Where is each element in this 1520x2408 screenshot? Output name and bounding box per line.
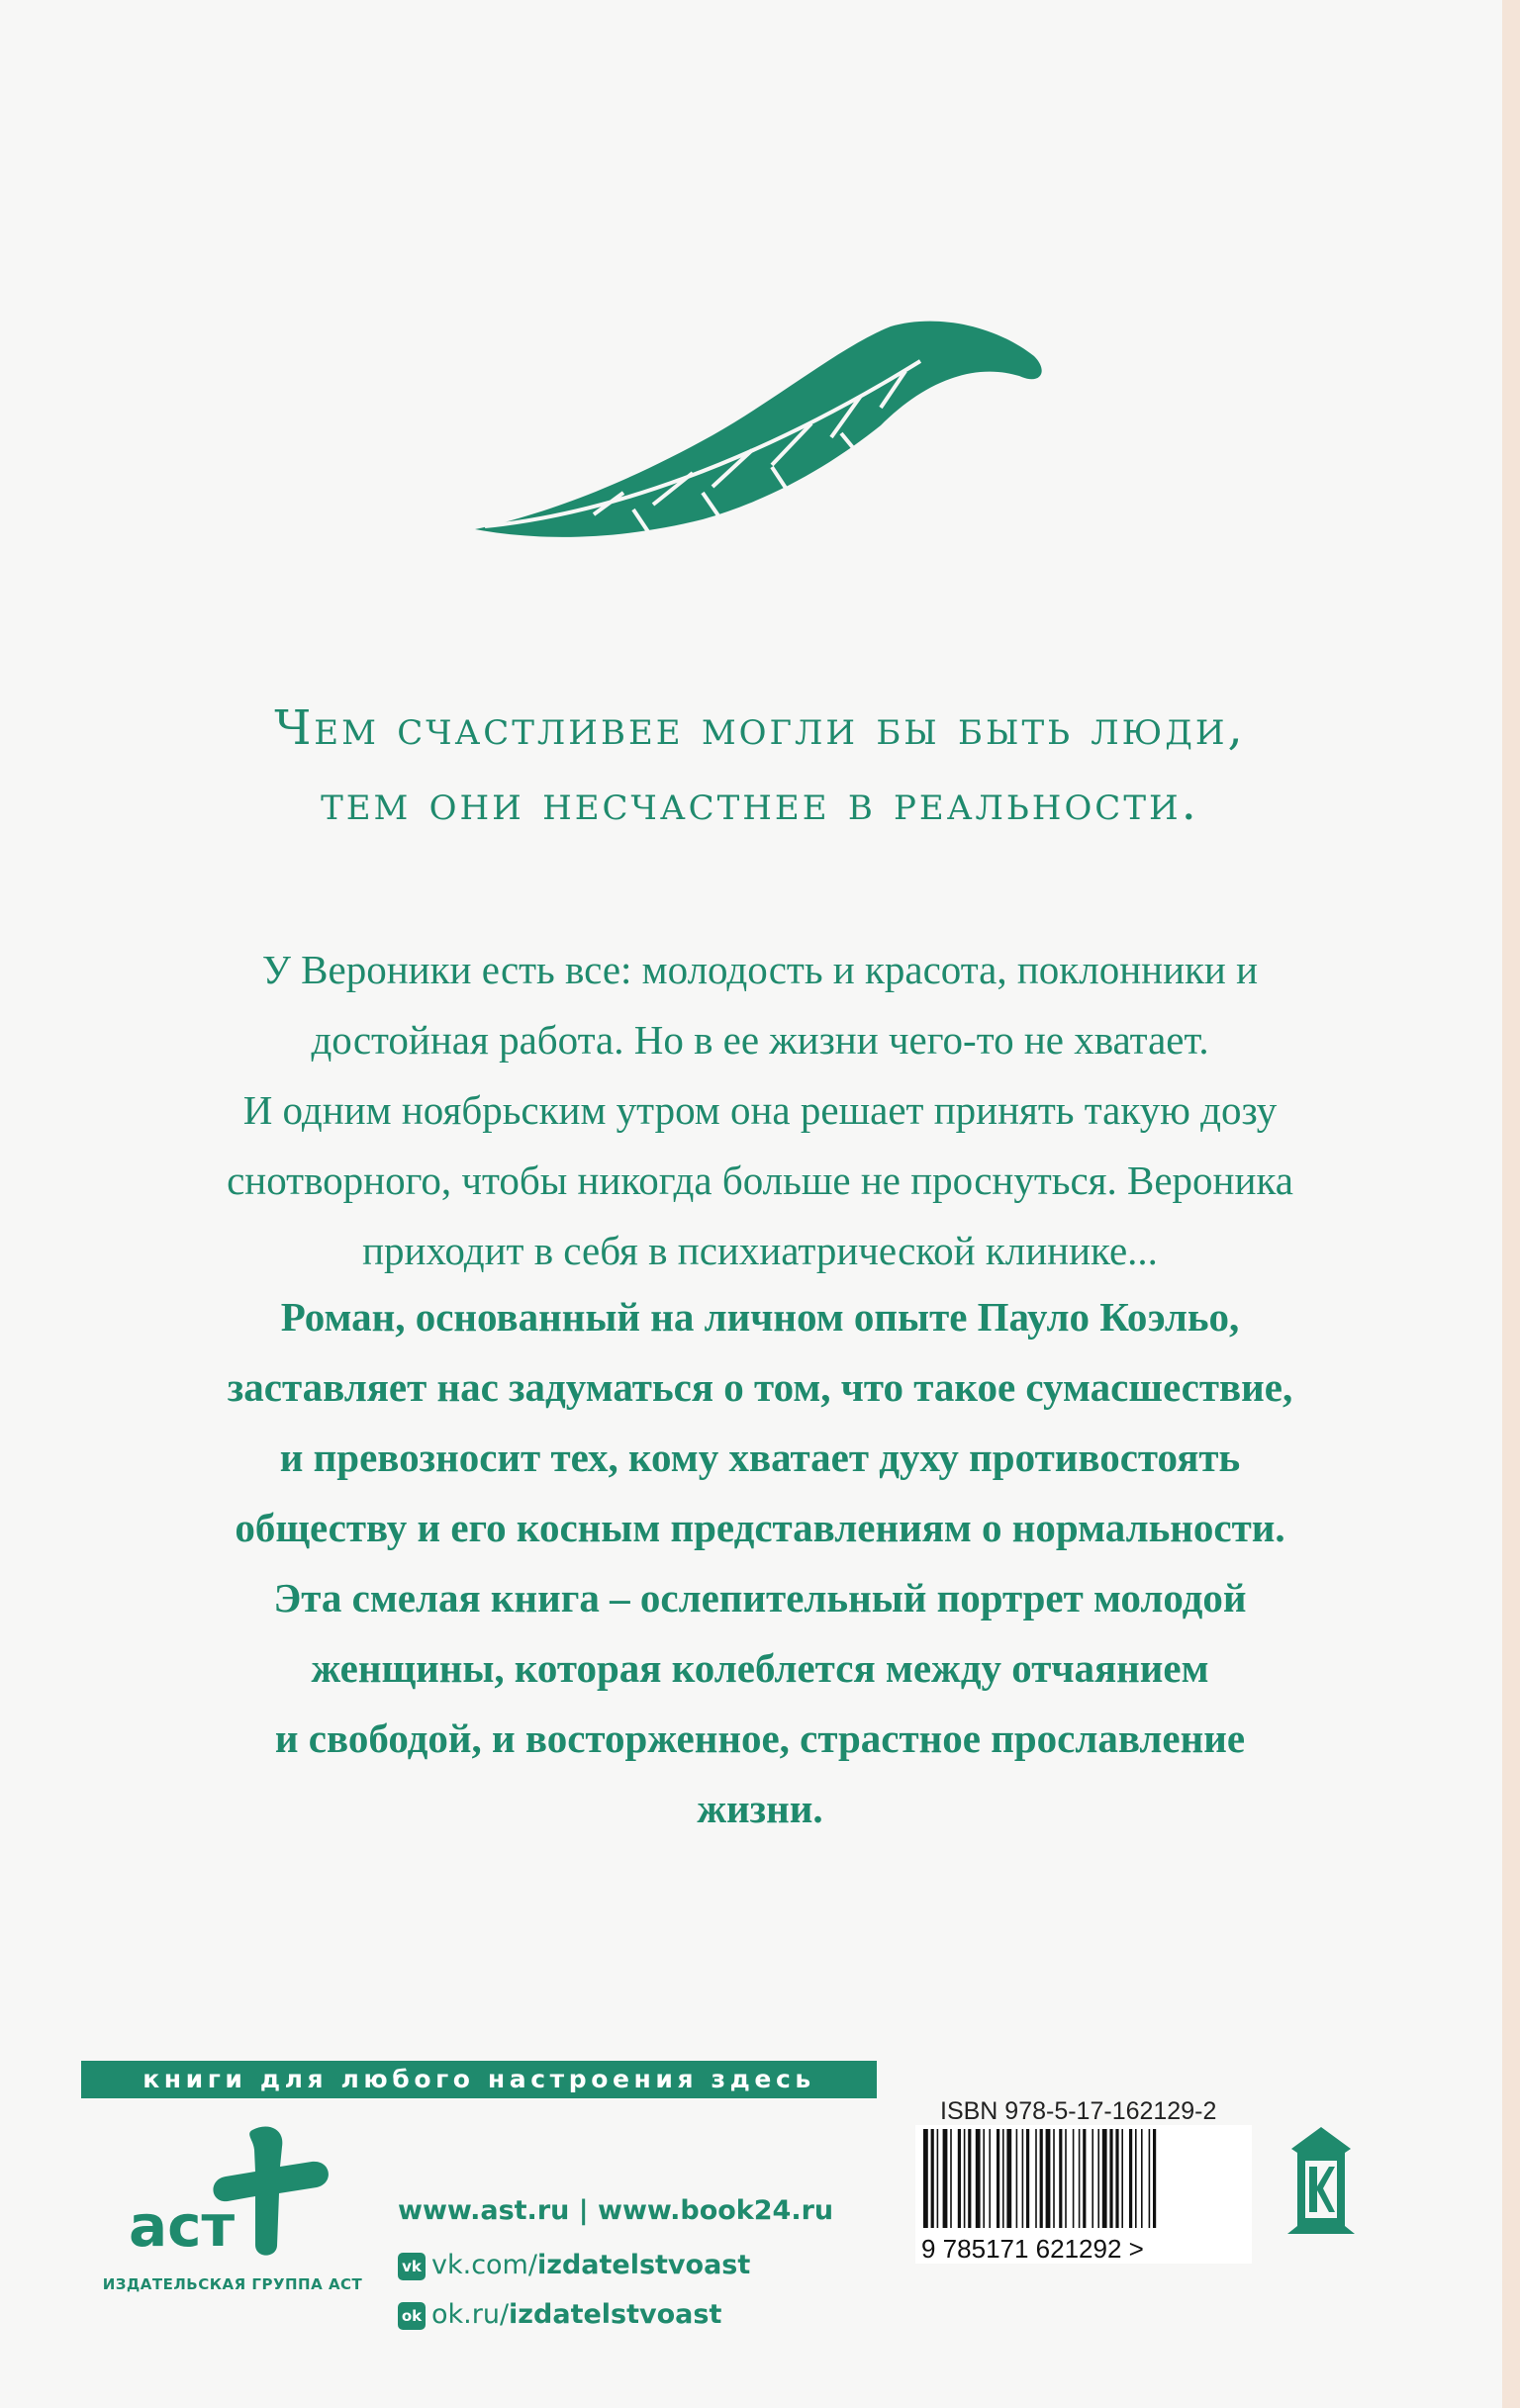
summary-line: У Вероники есть все: молодость и красота, поклонники и (261, 947, 1259, 992)
barcode-bar (1129, 2129, 1132, 2228)
barcode-bar (976, 2129, 981, 2228)
ok-link[interactable] (398, 2290, 833, 2340)
blurb (0, 1282, 1520, 1844)
blurb-line: и превозносит тех, кому хватает духу противостоять (279, 1435, 1241, 1480)
barcode-bar (1053, 2129, 1055, 2228)
barcode-bar (1102, 2129, 1107, 2228)
barcode-bar (1153, 2129, 1156, 2228)
barcode-bar (1059, 2129, 1062, 2228)
ok-link-prefix: ok.ru/ (431, 2299, 510, 2330)
promo-bar: книги для любого настроения здесь (81, 2061, 877, 2098)
barcode-bar (968, 2129, 971, 2228)
barcode-bar (1073, 2129, 1075, 2228)
barcode-bar (1026, 2129, 1029, 2228)
blurb-line: обществу и его косным представлениям о нормальности. (235, 1505, 1285, 1550)
blurb-line: женщины, которая колеблется между отчаянием (311, 1645, 1209, 1691)
barcode-bar (1016, 2129, 1018, 2228)
vk-link-prefix: vk.com/ (431, 2250, 537, 2280)
barcode-bar (958, 2129, 961, 2228)
barcode-bar (989, 2129, 991, 2228)
blurb-line: и свободой, и восторженное, страстное прославление (274, 1715, 1246, 1761)
barcode-bar (1121, 2129, 1123, 2228)
barcode-bar (1135, 2129, 1137, 2228)
ast-logo (129, 2122, 336, 2261)
barcode-bar (923, 2129, 928, 2228)
barcode-bar (1083, 2129, 1086, 2228)
tagline-line: тем они несчастнее в реальности. (321, 776, 1199, 831)
barcode (915, 2125, 1252, 2264)
barcode-bar (943, 2129, 948, 2228)
barcode-bar (937, 2129, 939, 2228)
barcode-bar (1006, 2129, 1011, 2228)
tagline (0, 691, 1520, 841)
summary-line: приходит в себя в психиатрической клинике... (362, 1228, 1158, 1273)
summary-line: достойная работа. Но в ее жизни чего-то не хватает. (311, 1017, 1209, 1063)
blurb-line: Роман, основанный на личном опыте Пауло Коэльо, (280, 1294, 1240, 1340)
barcode-bar (950, 2129, 952, 2228)
barcode-bar (1092, 2129, 1093, 2228)
odnoklassniki-icon: ok (398, 2302, 426, 2330)
barcode-bar (983, 2129, 985, 2228)
barcode-bar (1149, 2129, 1151, 2228)
barcode-bar (1035, 2129, 1037, 2228)
ok-link-handle: izdatelstvoast (509, 2299, 722, 2330)
barcode-bar (1141, 2129, 1143, 2228)
barcode-bar (1046, 2129, 1051, 2228)
barcode-bar (1097, 2129, 1099, 2228)
barcode-bar (1065, 2129, 1067, 2228)
barcode-bar (1002, 2129, 1004, 2228)
barcode-bar (997, 2129, 999, 2228)
summary-line: И одним ноябрьским утром она решает принять такую дозу (242, 1087, 1278, 1133)
barcode-bar (1040, 2129, 1043, 2228)
barcode-digits: 9 785171 621292 > (921, 2234, 1144, 2264)
blurb-line: жизни. (697, 1786, 823, 1831)
blurb-line: заставляет нас задуматься о том, что такое сумасшествие, (227, 1364, 1293, 1410)
vk-link[interactable] (398, 2241, 833, 2290)
feather-icon (455, 317, 1049, 574)
blurb-line: Эта смелая книга – ослепительный портрет молодой (273, 1575, 1247, 1621)
barcode-bar (1022, 2129, 1024, 2228)
tagline-line: Чем счастливее могли бы быть люди, (274, 700, 1246, 756)
lantern-icon (1282, 2127, 1361, 2236)
ast-logo-text: аст (129, 2192, 236, 2260)
barcode-bar (1079, 2129, 1081, 2228)
isbn-label: ISBN 978-5-17-162129-2 (940, 2097, 1217, 2125)
barcode-bar (964, 2129, 966, 2228)
publisher-links (398, 2181, 833, 2340)
barcode-bar (1109, 2129, 1112, 2228)
publisher-caption: ИЗДАТЕЛЬСКАЯ ГРУППА АСТ (102, 2275, 363, 2293)
barcode-bar (1115, 2129, 1118, 2228)
vk-icon: vk (398, 2253, 426, 2280)
vk-link-handle: izdatelstvoast (536, 2250, 751, 2280)
summary (0, 935, 1520, 1286)
barcode-bar (931, 2129, 934, 2228)
website-links[interactable]: www.ast.ru | www.book24.ru (398, 2195, 834, 2226)
summary-line: снотворного, чтобы никогда больше не проснуться. Вероника (227, 1158, 1293, 1203)
